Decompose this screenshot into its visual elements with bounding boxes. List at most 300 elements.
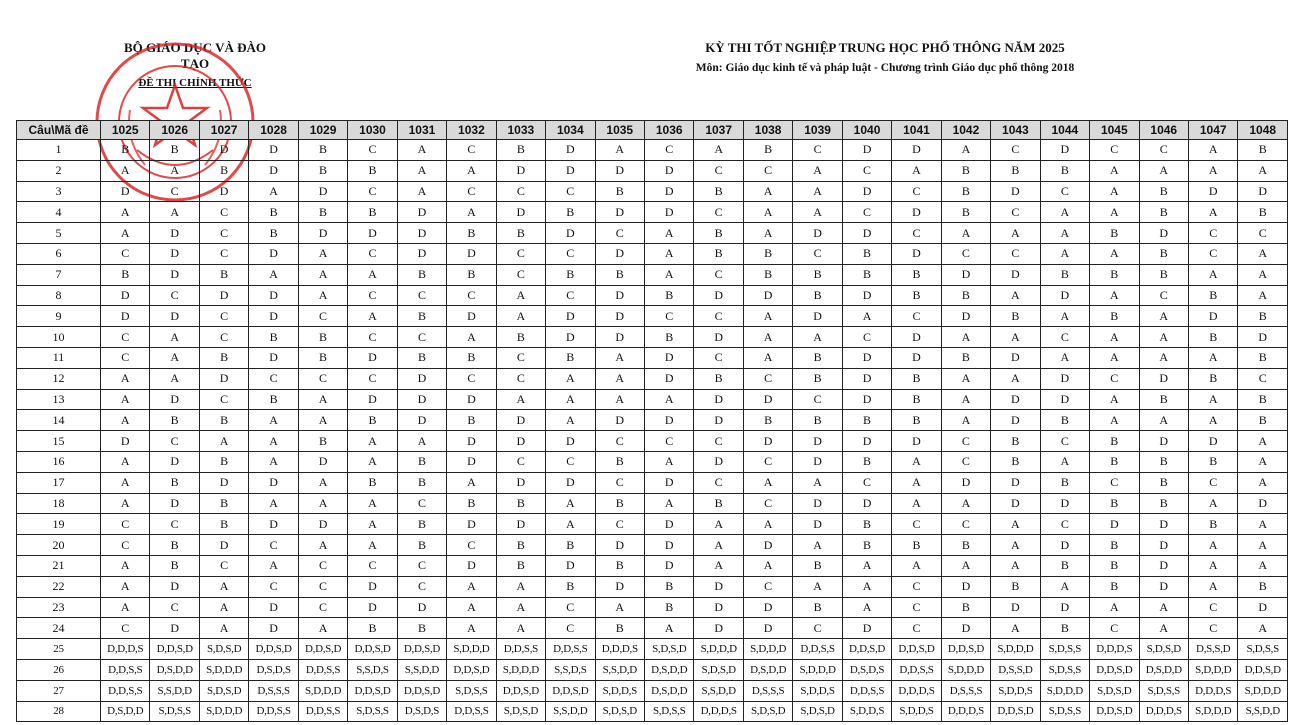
answer-cell: B — [793, 368, 842, 389]
answer-cell: D,S,D,D — [644, 680, 693, 701]
answer-cell: B — [496, 140, 545, 161]
answer-cell: B — [1090, 431, 1139, 452]
answer-cell: D,D,S,D — [892, 639, 941, 660]
answer-cell: C — [1040, 431, 1089, 452]
answer-cell: B — [991, 451, 1040, 472]
answer-cell: A — [1040, 223, 1089, 244]
answer-cell: A — [743, 181, 792, 202]
answer-cell: D — [842, 368, 891, 389]
answer-cell: C — [793, 618, 842, 639]
answer-cell: B — [249, 223, 298, 244]
answer-cell: C — [892, 181, 941, 202]
answer-cell: C — [1188, 472, 1237, 493]
answer-cell: D — [447, 451, 496, 472]
answer-cell: D — [1040, 493, 1089, 514]
answer-cell: B — [1238, 202, 1288, 223]
answer-cell: B — [1139, 493, 1188, 514]
answer-cell: A — [249, 181, 298, 202]
answer-cell: A — [101, 451, 150, 472]
answer-cell: C — [397, 285, 446, 306]
answer-cell: A — [1040, 347, 1089, 368]
question-number: 13 — [17, 389, 101, 410]
answer-cell: A — [1238, 243, 1288, 264]
answer-cell: D — [101, 285, 150, 306]
answer-cell: D — [249, 472, 298, 493]
table-row — [17, 223, 1288, 244]
answer-cell: A — [595, 347, 644, 368]
answer-cell: B — [694, 181, 743, 202]
answer-cell: C — [694, 264, 743, 285]
answer-cell: C — [249, 535, 298, 556]
answer-cell: B — [397, 535, 446, 556]
answer-cell: C — [496, 243, 545, 264]
answer-cell: A — [1139, 410, 1188, 431]
answer-cell: A — [298, 264, 347, 285]
answer-cell: B — [892, 535, 941, 556]
answer-cell: A — [1139, 618, 1188, 639]
table-row — [17, 160, 1288, 181]
answer-cell: B — [892, 368, 941, 389]
answer-cell: B — [694, 243, 743, 264]
answer-cell: D — [941, 264, 990, 285]
answer-cell: D — [249, 140, 298, 161]
answer-cell: D — [842, 389, 891, 410]
answer-cell: B — [298, 327, 347, 348]
answer-cell: C — [743, 493, 792, 514]
answer-cell: A — [595, 597, 644, 618]
answer-cell: C — [348, 555, 397, 576]
answer-key-table-container — [16, 120, 1288, 722]
answer-cell: C — [298, 368, 347, 389]
answer-cell: D — [991, 264, 1040, 285]
answer-cell: S,S,D,S — [348, 659, 397, 680]
answer-cell: C — [1040, 327, 1089, 348]
answer-cell: B — [595, 493, 644, 514]
answer-cell: B — [743, 140, 792, 161]
answer-cell: A — [793, 535, 842, 556]
answer-cell: C — [150, 597, 199, 618]
exam-code-header: 1037 — [694, 121, 743, 140]
answer-cell: B — [1139, 243, 1188, 264]
answer-cell: S,D,D,D — [298, 680, 347, 701]
answer-cell: C — [348, 140, 397, 161]
answer-cell: A — [1238, 555, 1288, 576]
answer-cell: D,D,S,D — [249, 639, 298, 660]
answer-cell: D — [199, 472, 248, 493]
answer-cell: S,D,S,D — [1090, 680, 1139, 701]
answer-cell: A — [1040, 306, 1089, 327]
table-row — [17, 264, 1288, 285]
answer-cell: D,S,D,S — [397, 701, 446, 722]
answer-cell: C — [101, 514, 150, 535]
answer-cell: A — [1040, 243, 1089, 264]
answer-cell: D — [546, 223, 595, 244]
answer-cell: A — [892, 472, 941, 493]
answer-cell: C — [743, 576, 792, 597]
question-number: 7 — [17, 264, 101, 285]
answer-cell: A — [941, 223, 990, 244]
answer-cell: A — [348, 535, 397, 556]
answer-cell: C — [793, 140, 842, 161]
answer-cell: C — [793, 389, 842, 410]
answer-cell: D,S,S,S — [249, 680, 298, 701]
answer-cell: A — [1090, 327, 1139, 348]
answer-cell: D — [644, 181, 693, 202]
answer-cell: B — [595, 181, 644, 202]
answer-cell: B — [1238, 389, 1288, 410]
answer-cell: A — [546, 368, 595, 389]
answer-cell: A — [546, 389, 595, 410]
answer-cell: D — [496, 514, 545, 535]
answer-cell: C — [298, 555, 347, 576]
answer-cell: A — [1238, 514, 1288, 535]
answer-cell: S,D,D,D — [199, 701, 248, 722]
answer-cell: B — [496, 493, 545, 514]
answer-cell: B — [991, 160, 1040, 181]
answer-cell: C — [199, 202, 248, 223]
answer-cell: C — [447, 181, 496, 202]
answer-cell: C — [1139, 140, 1188, 161]
answer-cell: D — [199, 368, 248, 389]
answer-cell: B — [1040, 555, 1089, 576]
answer-cell: A — [793, 472, 842, 493]
exam-code-header: 1030 — [348, 121, 397, 140]
answer-cell: B — [348, 410, 397, 431]
answer-cell: B — [1238, 306, 1288, 327]
answer-cell: A — [1139, 327, 1188, 348]
answer-cell: A — [496, 306, 545, 327]
answer-cell: A — [743, 472, 792, 493]
answer-cell: A — [941, 410, 990, 431]
answer-cell: C — [447, 368, 496, 389]
answer-cell: C — [348, 243, 397, 264]
answer-cell: B — [1238, 347, 1288, 368]
table-row — [17, 659, 1288, 680]
answer-cell: B — [1040, 472, 1089, 493]
answer-cell: D,D,D,S — [892, 680, 941, 701]
answer-cell: D — [199, 285, 248, 306]
answer-cell: S,D,S,D — [694, 659, 743, 680]
answer-cell: D — [150, 223, 199, 244]
answer-cell: S,D,S,S — [447, 680, 496, 701]
answer-cell: B — [793, 555, 842, 576]
answer-cell: B — [595, 618, 644, 639]
exam-code-header: 1034 — [546, 121, 595, 140]
answer-cell: A — [496, 285, 545, 306]
answer-cell: D — [249, 618, 298, 639]
answer-cell: D — [397, 597, 446, 618]
answer-cell: A — [743, 306, 792, 327]
answer-cell: A — [348, 264, 397, 285]
answer-cell: B — [793, 347, 842, 368]
answer-cell: A — [1188, 140, 1237, 161]
answer-cell: A — [644, 493, 693, 514]
answer-cell: C — [348, 285, 397, 306]
answer-cell: C — [546, 618, 595, 639]
answer-cell: D — [447, 555, 496, 576]
answer-cell: D — [793, 514, 842, 535]
question-number: 4 — [17, 202, 101, 223]
answer-cell: C — [595, 431, 644, 452]
answer-cell: D,D,S,S — [101, 680, 150, 701]
answer-cell: A — [249, 431, 298, 452]
answer-cell: B — [447, 264, 496, 285]
answer-cell: D — [101, 306, 150, 327]
answer-cell: C — [1040, 181, 1089, 202]
question-number: 26 — [17, 659, 101, 680]
table-header-row — [17, 121, 1288, 140]
answer-cell: B — [1188, 514, 1237, 535]
answer-cell: D,D,D,S — [101, 639, 150, 660]
answer-cell: A — [1090, 597, 1139, 618]
official-exam-label: ĐỀ THI CHÍNH THỨC — [138, 77, 252, 89]
answer-cell: B — [743, 243, 792, 264]
answer-cell: A — [447, 597, 496, 618]
answer-cell: B — [199, 410, 248, 431]
answer-cell: D — [793, 451, 842, 472]
answer-cell: S,S,D,D — [595, 659, 644, 680]
answer-cell: B — [101, 140, 150, 161]
answer-cell: C — [892, 306, 941, 327]
answer-cell: B — [447, 493, 496, 514]
answer-cell: B — [892, 264, 941, 285]
answer-cell: D,D,S,D — [842, 639, 891, 660]
answer-cell: D — [743, 285, 792, 306]
answer-cell: C — [546, 285, 595, 306]
answer-cell: A — [892, 451, 941, 472]
answer-cell: A — [793, 202, 842, 223]
answer-cell: B — [941, 202, 990, 223]
answer-cell: S,D,S,S — [1238, 639, 1288, 660]
answer-cell: A — [1090, 160, 1139, 181]
answer-cell: D — [249, 160, 298, 181]
answer-cell: D — [546, 140, 595, 161]
answer-cell: B — [150, 410, 199, 431]
answer-cell: C — [644, 306, 693, 327]
answer-cell: D,D,S,D — [1238, 659, 1288, 680]
answer-cell: D — [991, 389, 1040, 410]
answer-cell: D — [991, 493, 1040, 514]
answer-cell: C — [496, 451, 545, 472]
answer-cell: B — [249, 327, 298, 348]
answer-cell: B — [941, 160, 990, 181]
answer-cell: A — [941, 327, 990, 348]
answer-cell: A — [1188, 160, 1237, 181]
answer-cell: A — [298, 472, 347, 493]
answer-cell: D — [1040, 597, 1089, 618]
answer-cell: D — [694, 410, 743, 431]
answer-cell: D — [991, 472, 1040, 493]
answer-cell: B — [397, 514, 446, 535]
answer-cell: S,D,S,D — [644, 639, 693, 660]
exam-code-header: 1038 — [743, 121, 792, 140]
answer-cell: C — [743, 451, 792, 472]
answer-cell: B — [1139, 264, 1188, 285]
answer-cell: B — [101, 264, 150, 285]
answer-cell: B — [496, 535, 545, 556]
answer-cell: D — [595, 285, 644, 306]
answer-cell: S,D,D,D — [1188, 701, 1237, 722]
answer-cell: A — [793, 181, 842, 202]
answer-cell: A — [793, 327, 842, 348]
answer-cell: D,D,S,S — [298, 701, 347, 722]
answer-cell: A — [348, 493, 397, 514]
answer-cell: B — [644, 576, 693, 597]
answer-cell: A — [842, 306, 891, 327]
table-row — [17, 451, 1288, 472]
answer-cell: D — [249, 306, 298, 327]
answer-cell: A — [842, 555, 891, 576]
question-number: 17 — [17, 472, 101, 493]
answer-cell: A — [199, 597, 248, 618]
answer-cell: A — [1090, 181, 1139, 202]
answer-cell: D — [842, 285, 891, 306]
answer-cell: C — [694, 472, 743, 493]
answer-cell: C — [842, 472, 891, 493]
answer-cell: A — [1188, 389, 1237, 410]
answer-cell: S,S,D,S — [546, 659, 595, 680]
answer-cell: B — [1090, 223, 1139, 244]
table-row — [17, 306, 1288, 327]
answer-cell: A — [1238, 618, 1288, 639]
answer-cell: A — [991, 285, 1040, 306]
answer-cell: D — [496, 410, 545, 431]
answer-cell: A — [1238, 472, 1288, 493]
answer-cell: C — [199, 389, 248, 410]
answer-cell: C — [496, 347, 545, 368]
answer-cell: S,D,S,D — [793, 701, 842, 722]
answer-cell: C — [496, 181, 545, 202]
answer-cell: B — [199, 160, 248, 181]
question-number: 6 — [17, 243, 101, 264]
answer-cell: C — [101, 618, 150, 639]
answer-cell: C — [101, 327, 150, 348]
answer-cell: A — [101, 493, 150, 514]
answer-cell: D — [397, 389, 446, 410]
answer-cell: D — [447, 431, 496, 452]
answer-cell: D,S,S,S — [941, 680, 990, 701]
answer-cell: B — [941, 285, 990, 306]
exam-code-header: 1025 — [101, 121, 150, 140]
answer-cell: A — [1090, 243, 1139, 264]
answer-cell: D — [1139, 555, 1188, 576]
answer-cell: D — [150, 451, 199, 472]
table-row — [17, 472, 1288, 493]
answer-cell: A — [348, 451, 397, 472]
answer-cell: D,D,S,D — [397, 680, 446, 701]
answer-cell: C — [1090, 618, 1139, 639]
answer-cell: D — [595, 306, 644, 327]
answer-cell: B — [546, 535, 595, 556]
answer-cell: D — [941, 576, 990, 597]
answer-cell: C — [842, 160, 891, 181]
answer-cell: D — [1139, 223, 1188, 244]
answer-cell: B — [793, 264, 842, 285]
answer-cell: C — [1188, 223, 1237, 244]
answer-cell: C — [546, 451, 595, 472]
answer-cell: B — [397, 306, 446, 327]
answer-cell: A — [101, 410, 150, 431]
table-row — [17, 347, 1288, 368]
answer-cell: A — [101, 555, 150, 576]
answer-cell: A — [199, 431, 248, 452]
answer-cell: B — [199, 264, 248, 285]
answer-cell: B — [199, 451, 248, 472]
answer-cell: D — [1188, 431, 1237, 452]
question-number: 19 — [17, 514, 101, 535]
answer-cell: A — [1188, 347, 1237, 368]
answer-cell: A — [991, 223, 1040, 244]
exam-code-header: 1039 — [793, 121, 842, 140]
answer-cell: S,D,S,S — [644, 701, 693, 722]
question-number: 28 — [17, 701, 101, 722]
answer-cell: D — [595, 535, 644, 556]
answer-cell: S,D,D,D — [743, 639, 792, 660]
question-number: 1 — [17, 140, 101, 161]
answer-cell: D — [892, 140, 941, 161]
question-number: 16 — [17, 451, 101, 472]
answer-cell: D — [743, 431, 792, 452]
answer-cell: B — [1238, 410, 1288, 431]
answer-cell: D — [1040, 368, 1089, 389]
answer-cell: B — [842, 451, 891, 472]
answer-cell: D — [1139, 535, 1188, 556]
answer-cell: B — [348, 202, 397, 223]
answer-cell: A — [447, 327, 496, 348]
answer-cell: D,D,S,S — [447, 701, 496, 722]
answer-cell: B — [842, 535, 891, 556]
answer-cell: A — [249, 410, 298, 431]
answer-cell: A — [991, 327, 1040, 348]
answer-cell: S,D,D,D — [991, 639, 1040, 660]
answer-cell: A — [101, 597, 150, 618]
answer-cell: D — [743, 389, 792, 410]
answer-cell: A — [397, 140, 446, 161]
answer-cell: A — [793, 160, 842, 181]
exam-code-header: 1047 — [1188, 121, 1237, 140]
question-number: 24 — [17, 618, 101, 639]
answer-cell: C — [1090, 472, 1139, 493]
answer-cell: C — [1090, 140, 1139, 161]
answer-cell: A — [101, 576, 150, 597]
answer-cell: A — [1090, 202, 1139, 223]
answer-cell: S,D,D,D — [496, 659, 545, 680]
answer-cell: C — [298, 597, 347, 618]
answer-cell: B — [447, 223, 496, 244]
answer-cell: D,S,S,S — [743, 680, 792, 701]
answer-cell: A — [496, 597, 545, 618]
question-number: 11 — [17, 347, 101, 368]
answer-cell: A — [1139, 347, 1188, 368]
answer-cell: A — [447, 160, 496, 181]
answer-cell: C — [743, 368, 792, 389]
answer-cell: D,S,D,D — [1139, 659, 1188, 680]
answer-cell: D — [991, 597, 1040, 618]
answer-cell: A — [941, 389, 990, 410]
table-row — [17, 327, 1288, 348]
answer-cell: C — [892, 597, 941, 618]
answer-cell: A — [546, 493, 595, 514]
answer-cell: D — [644, 555, 693, 576]
answer-cell: A — [101, 223, 150, 244]
answer-cell: D — [298, 223, 347, 244]
answer-cell: C — [644, 140, 693, 161]
answer-cell: B — [298, 140, 347, 161]
answer-cell: D — [694, 285, 743, 306]
answer-cell: B — [1090, 576, 1139, 597]
answer-cell: A — [1238, 264, 1288, 285]
answer-cell: D,D,S,S — [892, 659, 941, 680]
